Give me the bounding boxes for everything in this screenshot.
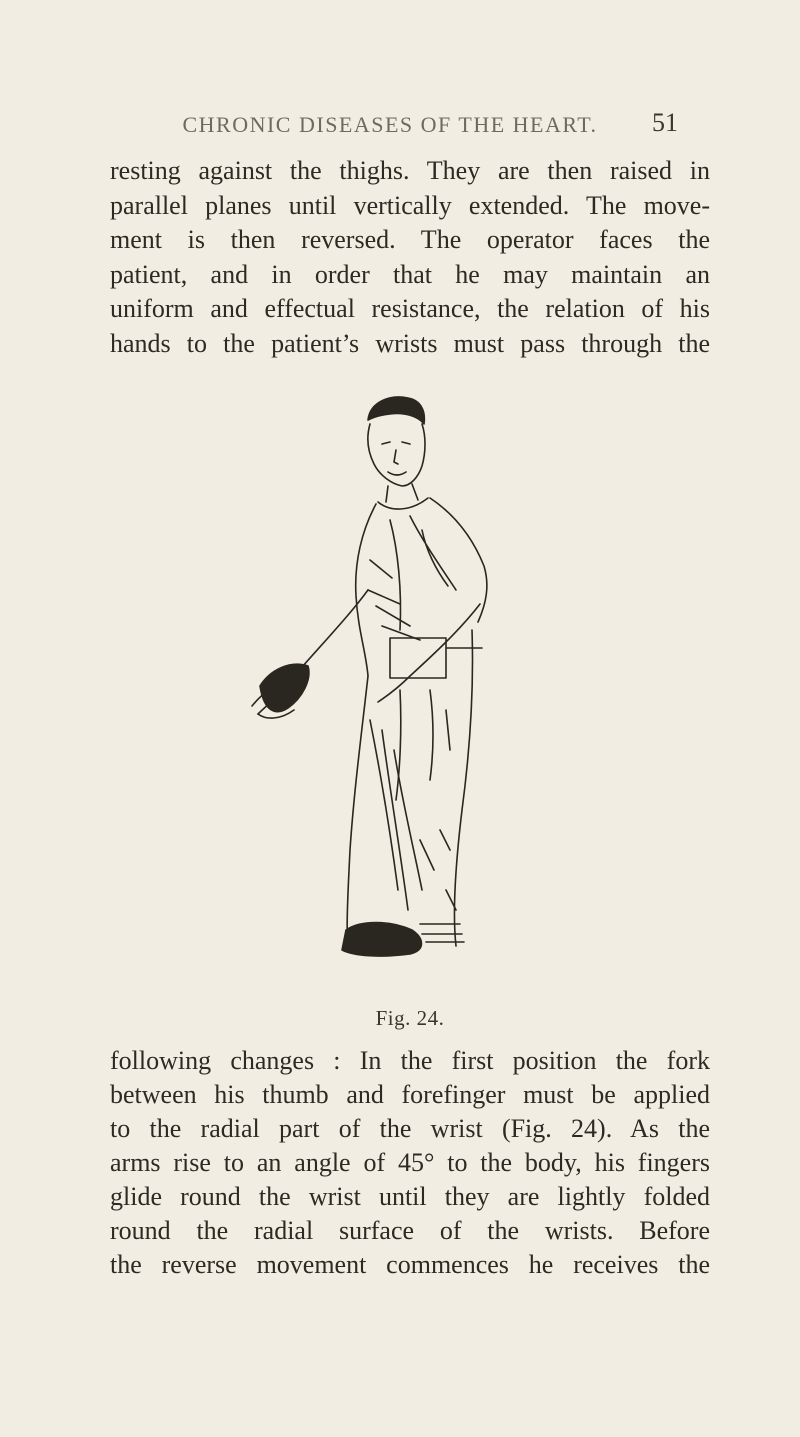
text-line: arms rise to an angle of 45° to the body, his fingers (110, 1148, 710, 1177)
text-line: uniform and effectual resistance, the relation of his (110, 294, 710, 323)
paragraph-bottom (110, 1044, 710, 1282)
text-line: parallel planes until vertically extended. The move- (110, 190, 710, 220)
text-line: between his thumb and forefinger must be applied (110, 1080, 710, 1109)
hair-shape (368, 397, 424, 424)
paragraph-top (110, 154, 710, 361)
text-line: glide round the wrist until they are lightly folded (110, 1182, 710, 1211)
figure-illustration (250, 390, 520, 1000)
skirt-outline (347, 676, 368, 946)
text-line: hands to the patient’s wrists must pass through the (110, 328, 710, 358)
text-line: following changes : In the first position the fork (110, 1046, 710, 1075)
text-line: to the radial part of the wrist (Fig. 24). As the (110, 1114, 710, 1143)
text-line: ment is then reversed. The operator faces the (110, 225, 710, 254)
page-number: 51 (652, 108, 678, 137)
text-line: the reverse movement commences he receives the (110, 1250, 710, 1279)
text-line: resting against the thighs. They are then raised in (110, 156, 710, 185)
text-line: round the radial surface of the wrists. Before (110, 1216, 710, 1245)
text-line: patient, and in order that he may maintain an (110, 259, 710, 289)
head-outline (368, 424, 425, 486)
feet-shape (342, 923, 422, 957)
hands-shape (260, 664, 309, 711)
figure-caption: Fig. 24. (375, 1006, 445, 1030)
running-head: CHRONIC DISEASES OF THE HEART. (182, 112, 598, 137)
torso-outline (356, 504, 376, 676)
